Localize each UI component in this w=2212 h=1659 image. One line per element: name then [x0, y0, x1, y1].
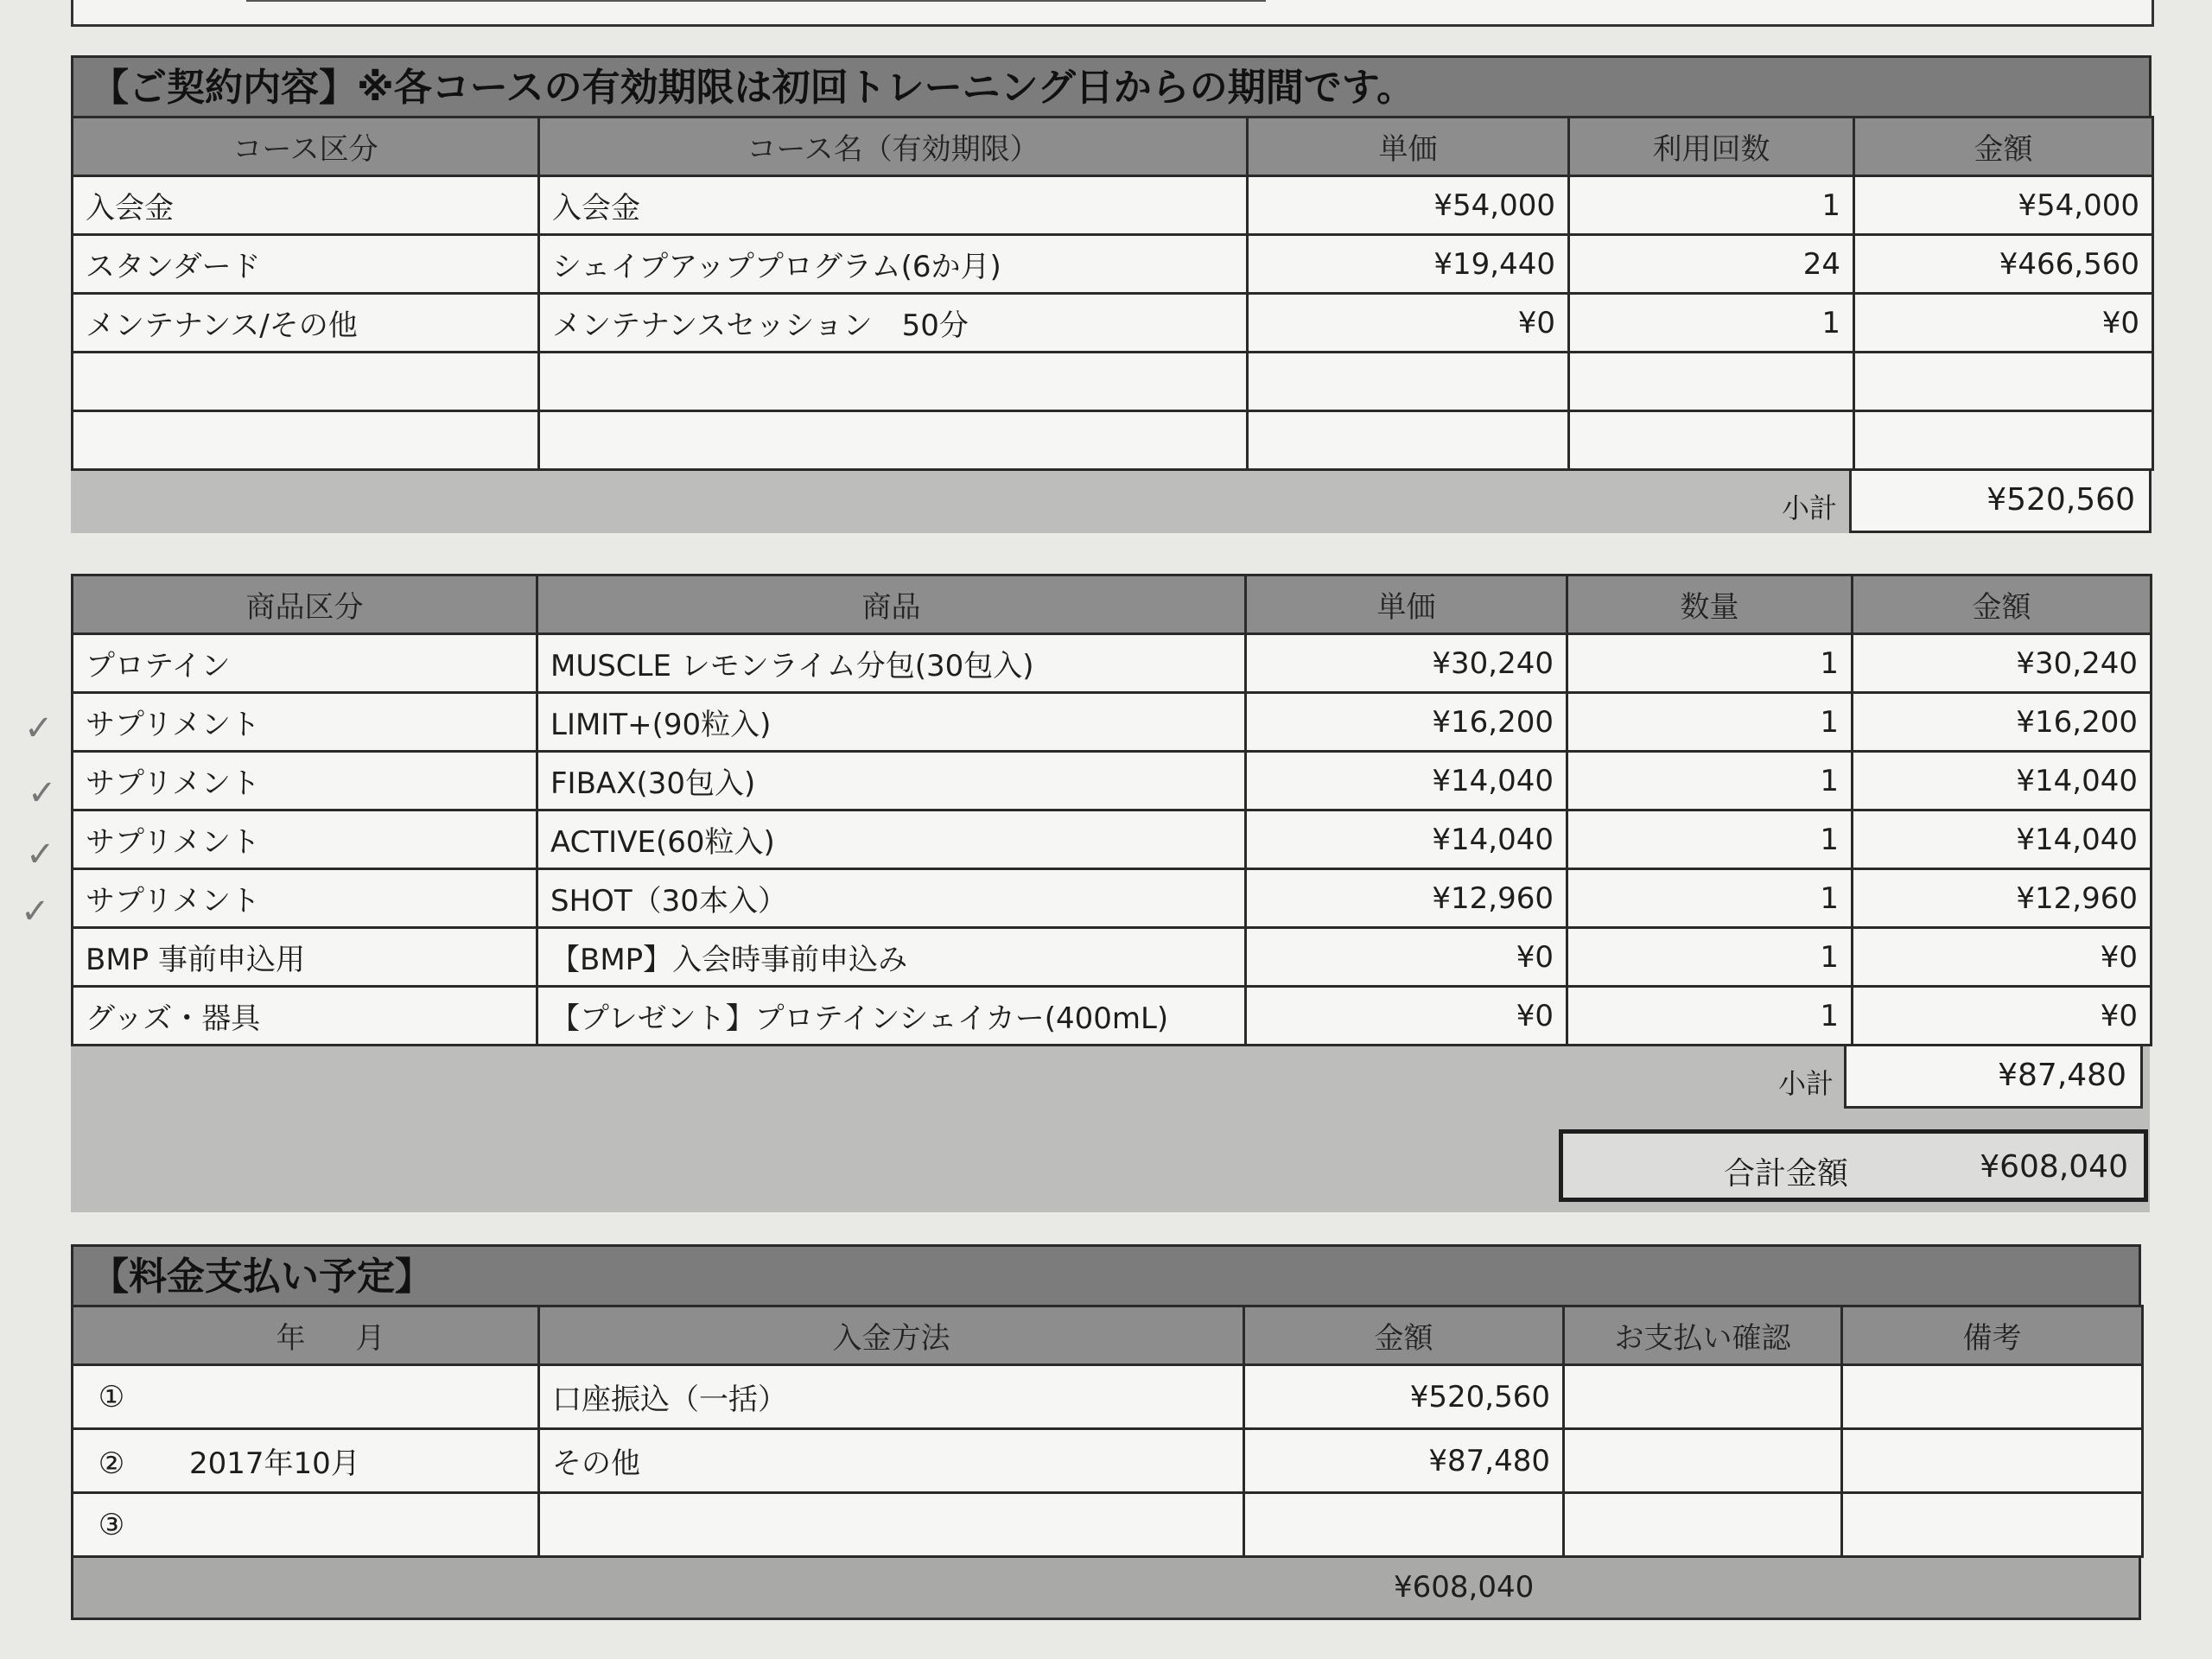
payment-total-row [71, 1558, 2141, 1620]
unit-price: ¥54,000 [1248, 176, 1569, 235]
use-count: 1 [1569, 176, 1854, 235]
payment-method [539, 1493, 1244, 1557]
header-notes: 備考 [1842, 1306, 2143, 1365]
previous-section-edge [71, 0, 2154, 27]
amount: ¥0 [1854, 294, 2153, 353]
payment-date-cell [73, 1493, 539, 1557]
unit-price [1248, 353, 1569, 411]
header-use-count: 利用回数 [1569, 118, 1854, 176]
unit-price: ¥0 [1248, 294, 1569, 353]
unit-price: ¥14,040 [1246, 752, 1567, 810]
payment-amount [1244, 1493, 1564, 1557]
header-amount: 金額 [1244, 1306, 1564, 1365]
row-number: ③ [98, 1507, 125, 1542]
header-unit-price: 単価 [1246, 575, 1567, 634]
products-subtotal-row [71, 1046, 2150, 1109]
unit-price: ¥0 [1246, 928, 1567, 987]
header-month: 月 [355, 1321, 385, 1356]
quantity: 1 [1567, 693, 1853, 752]
products-header-row [73, 575, 2152, 634]
unit-price: ¥16,200 [1246, 693, 1567, 752]
course-category: 入会金 [73, 176, 539, 235]
product-category: サプリメント [73, 693, 537, 752]
payment-date: 2017年10月 [189, 1446, 360, 1481]
unit-price: ¥0 [1246, 987, 1567, 1046]
table-row [73, 294, 2153, 353]
product-name: 【プレゼント】プロテインシェイカー(400mL) [537, 987, 1246, 1046]
product-category: BMP 事前申込用 [73, 928, 537, 987]
table-row [73, 1493, 2143, 1557]
header-amount: 金額 [1853, 575, 2152, 634]
subtotal-label: 小計 [1782, 492, 1838, 524]
header-method: 入金方法 [539, 1306, 1244, 1365]
payment-amount: ¥520,560 [1244, 1365, 1564, 1429]
products-table [71, 574, 2152, 1046]
amount: ¥0 [1853, 987, 2152, 1046]
use-count [1569, 411, 1854, 470]
grand-total-band [71, 1109, 2150, 1212]
payment-date-cell [73, 1365, 539, 1429]
use-count [1569, 353, 1854, 411]
amount: ¥466,560 [1854, 235, 2153, 294]
course-category: メンテナンス/その他 [73, 294, 539, 353]
quantity: 1 [1567, 928, 1853, 987]
course-name [539, 353, 1248, 411]
contract-subtotal-row [71, 471, 2152, 533]
product-category: プロテイン [73, 634, 537, 693]
unit-price: ¥14,040 [1246, 810, 1567, 869]
amount [1854, 353, 2153, 411]
amount: ¥54,000 [1854, 176, 2153, 235]
quantity: 1 [1567, 752, 1853, 810]
product-name: FIBAX(30包入) [537, 752, 1246, 810]
quantity: 1 [1567, 987, 1853, 1046]
product-category: サプリメント [73, 810, 537, 869]
product-category: サプリメント [73, 752, 537, 810]
course-name [539, 411, 1248, 470]
payment-confirm [1564, 1429, 1842, 1493]
row-number: ② [98, 1446, 125, 1481]
table-row [73, 987, 2152, 1046]
grand-total-box [1559, 1129, 2148, 1202]
payment-section [71, 1244, 2144, 1620]
unit-price [1248, 411, 1569, 470]
amount: ¥12,960 [1853, 869, 2152, 928]
payment-table [71, 1305, 2144, 1558]
header-date [73, 1306, 539, 1365]
unit-price: ¥12,960 [1246, 869, 1567, 928]
products-subtotal: ¥87,480 [1844, 1046, 2143, 1109]
payment-total: ¥608,040 [1394, 1570, 1535, 1605]
product-name: SHOT（30本入） [537, 869, 1246, 928]
table-row [73, 810, 2152, 869]
header-product: 商品 [537, 575, 1246, 634]
payment-method: その他 [539, 1429, 1244, 1493]
amount [1854, 411, 2153, 470]
course-category: スタンダード [73, 235, 539, 294]
product-name: 【BMP】入会時事前申込み [537, 928, 1246, 987]
course-name: シェイプアッププログラム(6か月) [539, 235, 1248, 294]
table-row [73, 411, 2153, 470]
contract-header-row [73, 118, 2153, 176]
product-category: グッズ・器具 [73, 987, 537, 1046]
payment-notes [1842, 1493, 2143, 1557]
header-unit-price: 単価 [1248, 118, 1569, 176]
payment-date-cell [73, 1429, 539, 1493]
payment-method: 口座振込（一括） [539, 1365, 1244, 1429]
header-product-category: 商品区分 [73, 575, 537, 634]
amount: ¥14,040 [1853, 810, 2152, 869]
table-row [73, 1429, 2143, 1493]
unit-price: ¥30,240 [1246, 634, 1567, 693]
amount: ¥16,200 [1853, 693, 2152, 752]
header-confirm: お支払い確認 [1564, 1306, 1842, 1365]
payment-confirm [1564, 1493, 1842, 1557]
grand-total-value: ¥608,040 [1980, 1149, 2128, 1185]
amount: ¥30,240 [1853, 634, 2152, 693]
use-count: 24 [1569, 235, 1854, 294]
header-course-name: コース名（有効期限） [539, 118, 1248, 176]
check-mark-icon: ✓ [26, 835, 55, 874]
product-name: MUSCLE レモンライム分包(30包入) [537, 634, 1246, 693]
header-course-category: コース区分 [73, 118, 539, 176]
payment-header-row [73, 1306, 2143, 1365]
table-row [73, 1365, 2143, 1429]
table-row [73, 235, 2153, 294]
payment-confirm [1564, 1365, 1842, 1429]
amount: ¥0 [1853, 928, 2152, 987]
quantity: 1 [1567, 810, 1853, 869]
table-row [73, 634, 2152, 693]
table-row [73, 752, 2152, 810]
contract-table [71, 116, 2154, 471]
contract-title: 【ご契約内容】※各コースの有効期限は初回トレーニング日からの期間です。 [71, 55, 2152, 116]
check-mark-icon: ✓ [21, 892, 50, 931]
payment-notes [1842, 1365, 2143, 1429]
payment-amount: ¥87,480 [1244, 1429, 1564, 1493]
course-category [73, 411, 539, 470]
header-amount: 金額 [1854, 118, 2153, 176]
product-category: サプリメント [73, 869, 537, 928]
payment-title: 【料金支払い予定】 [71, 1244, 2141, 1305]
payment-notes [1842, 1429, 2143, 1493]
quantity: 1 [1567, 869, 1853, 928]
table-row [73, 693, 2152, 752]
contract-section [71, 55, 2154, 533]
header-quantity: 数量 [1567, 575, 1853, 634]
course-name: メンテナンスセッション 50分 [539, 294, 1248, 353]
course-category [73, 353, 539, 411]
row-number: ① [98, 1379, 125, 1414]
check-mark-icon: ✓ [24, 709, 54, 748]
grand-total-label: 合計金額 [1724, 1156, 1849, 1192]
products-section [71, 574, 2152, 1212]
product-name: LIMIT+(90粒入) [537, 693, 1246, 752]
amount: ¥14,040 [1853, 752, 2152, 810]
quantity: 1 [1567, 634, 1853, 693]
table-row [73, 176, 2153, 235]
check-mark-icon: ✓ [28, 773, 57, 813]
subtotal-label: 小計 [1778, 1067, 1834, 1100]
unit-price: ¥19,440 [1248, 235, 1569, 294]
table-row [73, 869, 2152, 928]
contract-subtotal: ¥520,560 [1849, 471, 2152, 533]
product-name: ACTIVE(60粒入) [537, 810, 1246, 869]
header-year: 年 [276, 1321, 306, 1356]
course-name: 入会金 [539, 176, 1248, 235]
use-count: 1 [1569, 294, 1854, 353]
table-row [73, 928, 2152, 987]
table-row [73, 353, 2153, 411]
